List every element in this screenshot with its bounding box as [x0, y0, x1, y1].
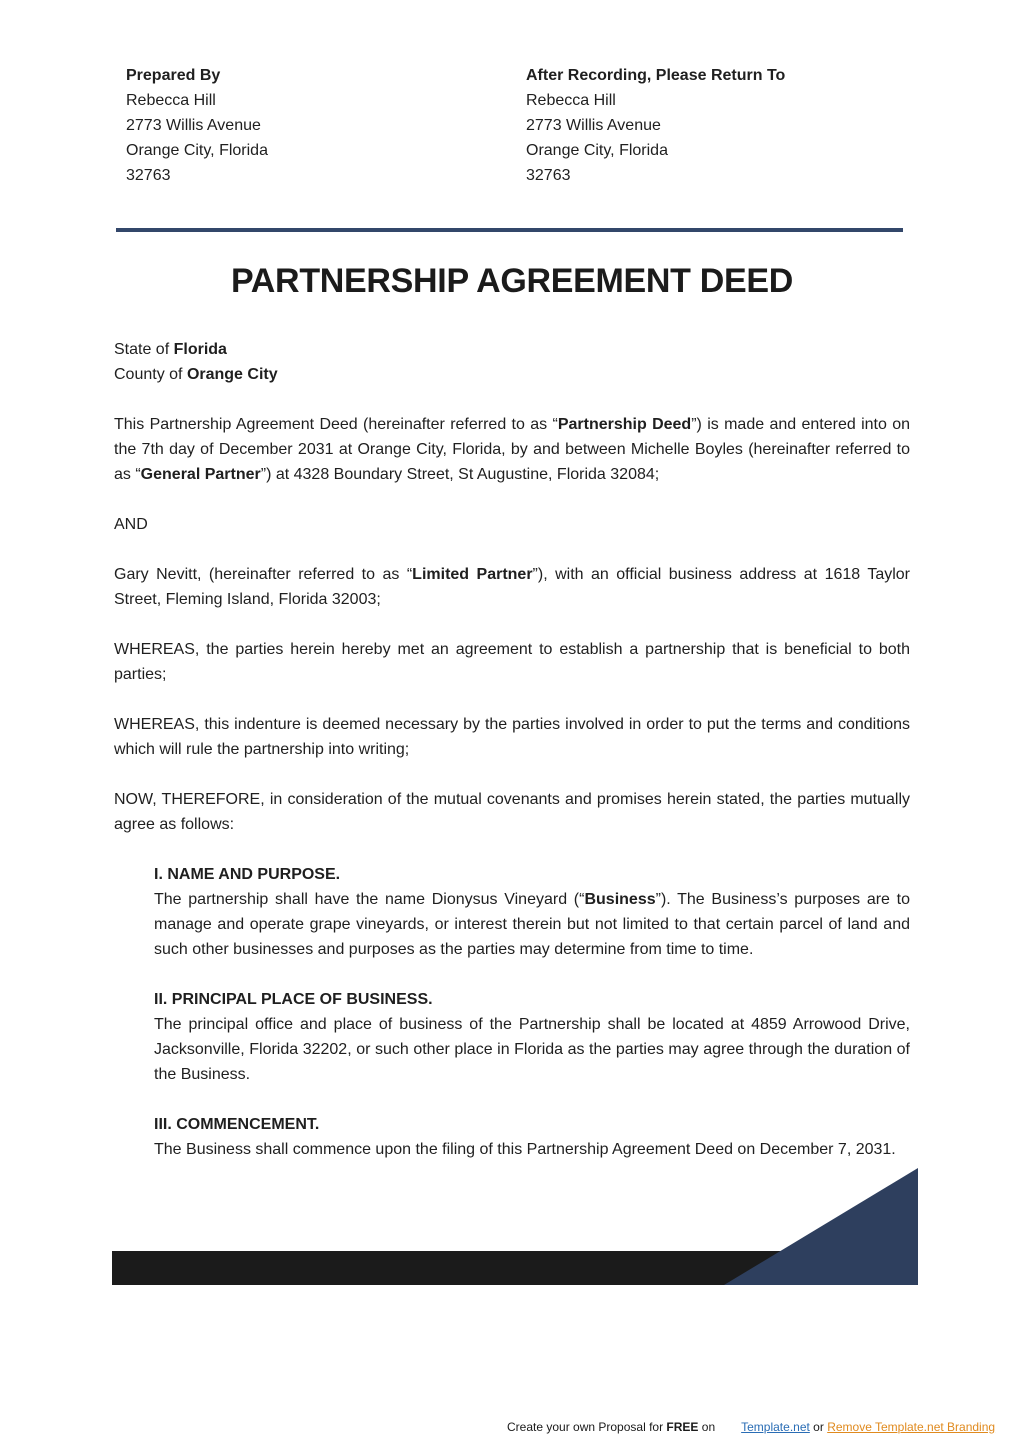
- intro-defined-term-1: Partnership Deed: [557, 416, 692, 433]
- state-label: State of: [114, 341, 174, 358]
- branding-free: FREE: [666, 1420, 699, 1434]
- section-text: The principal office and place of business of the Partnership shall be located at 4859 Arrowood Drive, Jacksonville, Florida 32202, or such other place in Florida as the parties may agree through the duration of the Business.: [154, 1016, 910, 1083]
- section-text-2: ”). The Business’s purposes are to manage and operate grape vineyards, or interest therein but not limited to that certain parcel of land and such other businesses and purposes as the parties may determine from time to time.: [154, 891, 910, 958]
- return-to-street: 2773 Willis Avenue: [526, 117, 661, 134]
- section-heading: I. NAME AND PURPOSE.: [154, 866, 341, 883]
- document-title: PARTNERSHIP AGREEMENT DEED: [230, 262, 794, 300]
- return-to-name: Rebecca Hill: [526, 92, 616, 109]
- intro-defined-term-2: General Partner: [140, 466, 261, 483]
- limited-text-1: Gary Nevitt, (hereinafter referred to as “: [114, 566, 413, 583]
- section-text: The Business shall commence upon the filing of this Partnership Agreement Deed on December 7, 2031.: [154, 1141, 896, 1158]
- intro-text-1: This Partnership Agreement Deed (hereinafter referred to as “: [114, 416, 558, 433]
- return-to-heading: After Recording, Please Return To: [526, 67, 786, 84]
- section-heading: III. COMMENCEMENT.: [154, 1116, 320, 1133]
- prepared-by-city: Orange City, Florida: [126, 142, 268, 159]
- state-value: Florida: [173, 341, 227, 358]
- section-heading: II. PRINCIPAL PLACE OF BUSINESS.: [154, 991, 433, 1008]
- intro-text-2: ”) is made and entered into on the 7th day of December 2031 at Orange City, Florida, by and between Michelle Boyles (hereinafter referred to as “: [114, 416, 911, 483]
- whereas-paragraph-1: WHEREAS, the parties herein hereby met an agreement to establish a partnership that is beneficial to both parties;: [114, 641, 910, 683]
- prepared-by-name: Rebecca Hill: [126, 92, 216, 109]
- county-value: Orange City: [186, 366, 278, 383]
- now-therefore-paragraph: NOW, THEREFORE, in consideration of the mutual covenants and promises herein stated, the parties mutually agree as follows:: [114, 791, 910, 833]
- branding-or: or: [809, 1420, 828, 1434]
- prepared-by-zip: 32763: [126, 167, 171, 184]
- branding-prefix: Create your own Proposal for: [507, 1420, 667, 1434]
- return-to-zip: 32763: [526, 167, 571, 184]
- prepared-by-heading: Prepared By: [126, 67, 221, 84]
- whereas-paragraph-2: WHEREAS, this indenture is deemed necessary by the parties involved in order to put the terms and conditions which will rule the partnership into writing;: [114, 716, 910, 758]
- template-net-link[interactable]: Template.net: [741, 1420, 810, 1434]
- return-to-city: Orange City, Florida: [526, 142, 668, 159]
- remove-branding-link[interactable]: Remove Template.net Branding: [827, 1420, 996, 1434]
- section-defined-term: Business: [584, 891, 656, 908]
- prepared-by-street: 2773 Willis Avenue: [126, 117, 261, 134]
- branding-on: on: [698, 1420, 716, 1434]
- footer-triangle: [724, 1168, 918, 1285]
- and-line: AND: [114, 516, 148, 533]
- branding-line: [507, 1420, 995, 1434]
- limited-text-2: ”), with an official business address at 1618 Taylor Street, Fleming Island, Florida 32003;: [114, 566, 911, 608]
- intro-text-3: ”) at 4328 Boundary Street, St Augustine, Florida 32084;: [260, 466, 660, 483]
- section-text-1: The partnership shall have the name Dionysus Vineyard (“: [154, 891, 585, 908]
- limited-defined-term: Limited Partner: [412, 566, 533, 583]
- county-label: County of: [114, 366, 187, 383]
